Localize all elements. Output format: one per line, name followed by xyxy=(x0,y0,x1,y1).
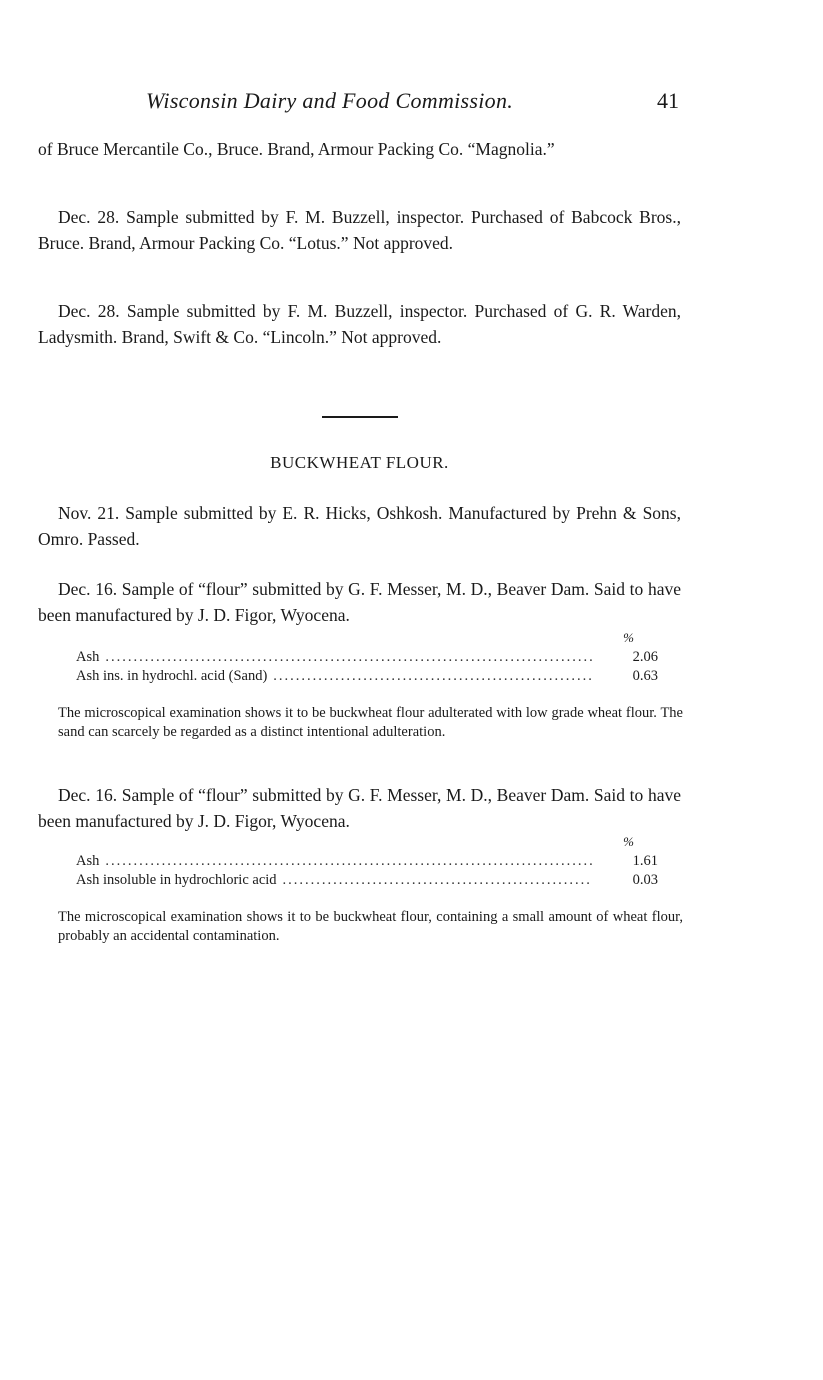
analysis-table xyxy=(76,630,666,690)
entry-paragraph: Dec. 28. Sample submitted by F. M. Buzzell, inspector. Purchased of Babcock Bros., Bruce. Brand, Armour Packing Co. “Lotus.” Not approved. xyxy=(38,207,681,253)
analysis-value: 0.03 xyxy=(632,872,658,888)
entry-paragraph: Nov. 21. Sample submitted by E. R. Hicks, Oshkosh. Manufactured by Prehn & Sons, Omro. Passed. xyxy=(38,503,681,549)
analysis-label: Ash insoluble in hydrochloric acid xyxy=(76,872,277,888)
section-heading: BUCKWHEAT FLOUR. xyxy=(270,453,449,472)
percent-unit-label: % xyxy=(623,630,634,645)
analysis-table xyxy=(76,834,666,894)
continued-paragraph: of Bruce Mercantile Co., Bruce. Brand, Armour Packing Co. “Magnolia.” xyxy=(38,139,555,159)
entry-paragraph: Dec. 28. Sample submitted by F. M. Buzzell, inspector. Purchased of G. R. Warden, Ladysmith. Brand, Swift & Co. “Lincoln.” Not approved. xyxy=(38,301,681,347)
page-number: 41 xyxy=(657,88,679,113)
analysis-value: 0.63 xyxy=(632,668,658,684)
analysis-value: 1.61 xyxy=(632,853,658,869)
analysis-value: 2.06 xyxy=(632,649,658,665)
analysis-label: Ash xyxy=(76,649,100,665)
percent-unit-label: % xyxy=(623,834,634,849)
analysis-row xyxy=(76,872,666,891)
analysis-label: Ash xyxy=(76,853,100,869)
analysis-row xyxy=(76,853,666,872)
microscopy-note: The microscopical examination shows it to be buckwheat flour adulterated with low grade wheat flour. The sand can scarcely be regarded as a distinct intentional adulteration. xyxy=(58,705,683,740)
running-title: Wisconsin Dairy and Food Commission. xyxy=(146,88,514,113)
running-head xyxy=(38,88,681,118)
microscopy-note: The microscopical examination shows it to be buckwheat flour, containing a small amount of wheat flour, probably an accidental contamination. xyxy=(58,909,683,944)
analysis-row xyxy=(76,649,666,668)
analysis-row xyxy=(76,668,666,687)
dot-leader xyxy=(283,872,592,889)
dot-leader xyxy=(105,853,592,870)
dot-leader xyxy=(105,649,592,666)
entry-paragraph: Dec. 16. Sample of “flour” submitted by G. F. Messer, M. D., Beaver Dam. Said to have been manufactured by J. D. Figor, Wyocena. xyxy=(38,579,681,625)
analysis-label: Ash ins. in hydrochl. acid (Sand) xyxy=(76,668,268,684)
entry-paragraph: Dec. 16. Sample of “flour” submitted by G. F. Messer, M. D., Beaver Dam. Said to have been manufactured by J. D. Figor, Wyocena. xyxy=(38,785,681,831)
section-divider xyxy=(322,416,398,418)
dot-leader xyxy=(273,668,592,685)
